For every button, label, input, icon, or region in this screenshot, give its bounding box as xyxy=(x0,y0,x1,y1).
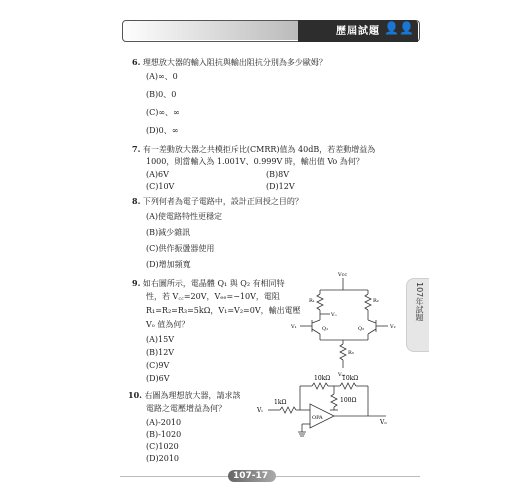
option-c: (C)1020 xyxy=(146,442,179,451)
rg-label: 100Ω xyxy=(340,397,357,404)
question-text: 右圖為理想放大器，請求該 xyxy=(144,391,241,400)
option-d: (D)12V xyxy=(266,182,295,191)
question-text: 有一差動放大器之共模拒斥比(CMRR)值為 40dB，若差動增益為 xyxy=(142,145,376,154)
option-c: (C)9V xyxy=(146,361,170,370)
page-number: 107-17 xyxy=(233,471,269,481)
option-b: (B)8V xyxy=(266,170,289,179)
op-amp-diagram xyxy=(256,372,396,442)
option-b: (B)0、0 xyxy=(146,90,177,99)
rf1-label: 10kΩ xyxy=(314,375,331,382)
header-figures-icon: 👤👤 xyxy=(384,21,414,35)
option-a: (A)∞、0 xyxy=(146,72,178,81)
q2-label: Q₂ xyxy=(358,326,365,332)
r2-label: R₂ xyxy=(373,298,379,304)
rin-label: 1kΩ xyxy=(274,399,287,406)
header-title: 歷屆試題 xyxy=(336,26,380,37)
question-9 xyxy=(132,278,285,289)
question-9-line3: R₁=R₂=R₃=5kΩ，V₁=V₂=0V，輸出電壓 xyxy=(146,306,301,315)
question-8 xyxy=(132,196,303,207)
differential-amplifier-diagram xyxy=(290,268,400,380)
question-10-line2: 電路之電壓增益為何？ xyxy=(146,404,226,413)
option-c: (C)供作振盪器使用 xyxy=(146,244,215,253)
option-c: (C)10V xyxy=(146,182,175,191)
question-9-line4: Vₒ 值為何？ xyxy=(146,320,190,329)
vcc-label: Vcc xyxy=(338,272,348,278)
rf2-label: 10kΩ xyxy=(342,375,359,382)
v2-label: V₂ xyxy=(390,324,396,330)
question-number: 7. xyxy=(132,144,141,154)
vo-label: Vₒ xyxy=(331,312,337,318)
vi-label: Vᵢ xyxy=(257,407,263,414)
option-c: (C)∞、∞ xyxy=(146,108,180,117)
question-text: 下列何者為電子電路中，設計正回授之目的？ xyxy=(142,197,303,206)
option-d: (D)增加頻寬 xyxy=(146,260,191,269)
question-number: 9. xyxy=(132,278,141,288)
question-text: 理想放大器的輸入阻抗與輸出阻抗分別為多少歐姆？ xyxy=(142,58,327,67)
q1-label: Q₁ xyxy=(322,326,329,332)
option-b: (B)-1020 xyxy=(146,430,182,439)
opa-label: OPA xyxy=(312,415,323,421)
option-d: (D)2010 xyxy=(146,454,180,463)
v1-label: V₁ xyxy=(291,324,297,330)
option-d: (D)0、∞ xyxy=(146,126,179,135)
r1-label: R₁ xyxy=(309,298,315,304)
question-number: 6. xyxy=(132,57,141,67)
question-10 xyxy=(128,390,240,401)
option-a: (A)6V xyxy=(146,170,169,179)
question-number: 10. xyxy=(128,390,142,400)
vee-label: Vₑₑ xyxy=(338,372,346,378)
question-7 xyxy=(132,144,375,155)
option-d: (D)6V xyxy=(146,374,170,383)
option-a: (A)15V xyxy=(146,335,174,344)
option-b: (B)減少雜訊 xyxy=(146,228,191,237)
question-9-line2: 性，若 V꜀꜀=20V，Vₑₑ=−10V，電阻 xyxy=(146,292,280,301)
option-a: (A)使電路特性更穩定 xyxy=(146,212,223,221)
r3-label: R₃ xyxy=(348,350,354,356)
question-number: 8. xyxy=(132,196,141,206)
vo-label: Vₒ xyxy=(380,419,387,426)
question-6 xyxy=(132,57,327,68)
side-tab-label: 107年試題 xyxy=(415,282,424,322)
option-b: (B)12V xyxy=(146,348,175,357)
question-text: 如右圖所示，電晶體 Q₁ 與 Q₂ 有相同特 xyxy=(142,279,285,288)
question-7-line2: 1000，則當輸入為 1.001V、0.999V 時，輸出值 Vo 為何？ xyxy=(146,157,364,166)
option-a: (A)-2010 xyxy=(146,418,182,427)
